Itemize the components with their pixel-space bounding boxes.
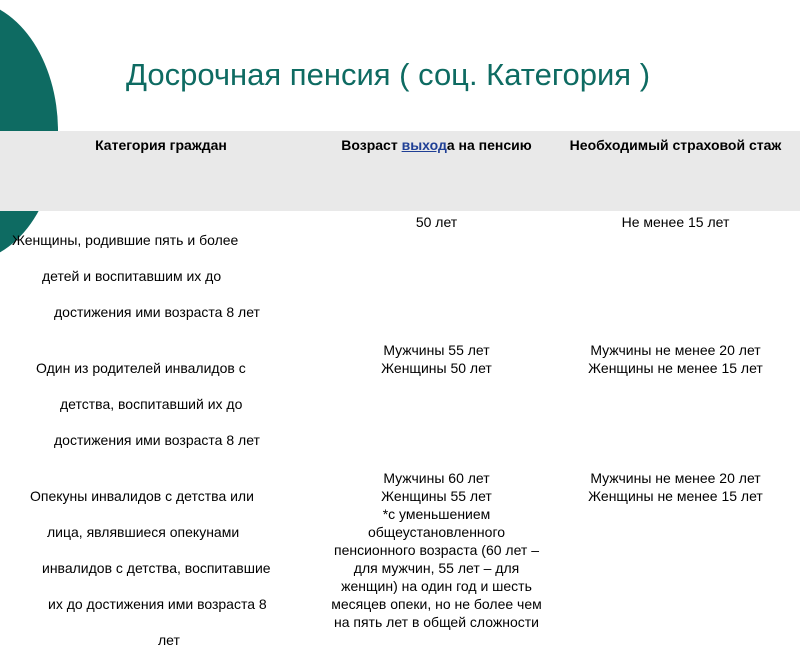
category-line: детей и воспитавшим их до (42, 268, 222, 284)
category-line: лет (158, 632, 180, 648)
table-row (0, 467, 800, 667)
column-header-retirement-age (322, 131, 551, 211)
page-title: Досрочная пенсия ( соц. Категория ) (126, 57, 651, 92)
pension-table (0, 131, 800, 667)
table-header-row (0, 131, 800, 211)
table-header (0, 131, 800, 211)
category-line: достижения ими возраста 8 лет (54, 432, 260, 448)
row-category (0, 467, 322, 667)
row-retirement-age: Мужчины 55 лет Женщины 50 лет (381, 342, 492, 376)
table-body (0, 211, 800, 667)
row-retirement-age: Мужчины 60 лет Женщины 55 лет *с уменьшением общеустановленного пенсионного возраста (60 лет – для мужчин, 55 лет – для женщин) на один год и шесть месяцев опеки, но не более чем на пять лет в общей сложности (331, 470, 542, 630)
category-line: Опекуны инвалидов с детства или (30, 488, 254, 504)
column-header-required-experience: Необходимый страховой стаж (551, 131, 800, 211)
table-row (0, 211, 800, 339)
row-retirement-age: 50 лет (415, 214, 458, 230)
category-line: инвалидов с детства, воспитавшие (42, 560, 271, 576)
column-header-age-suffix: а на пенсию (446, 137, 532, 153)
column-header-age-link[interactable]: выход (401, 137, 447, 153)
category-line: лица, являвшиеся опекунами (47, 524, 240, 540)
category-line: детства, воспитавший их до (60, 396, 243, 412)
row-required-experience: Мужчины не менее 20 лет Женщины не менее 15 лет (588, 470, 763, 504)
category-line: Женщины, родившие пять и более (12, 232, 239, 248)
row-category (0, 211, 322, 339)
row-category (0, 339, 322, 467)
category-line: Один из родителей инвалидов с (36, 360, 246, 376)
table-row (0, 339, 800, 467)
category-line: их до достижения ими возраста 8 (48, 596, 267, 612)
pension-table-container (0, 131, 800, 648)
row-required-experience: Мужчины не менее 20 лет Женщины не менее 15 лет (588, 342, 763, 376)
column-header-category: Категория граждан (0, 131, 322, 211)
column-header-age-prefix: Возраст (341, 137, 402, 153)
row-required-experience: Не менее 15 лет (621, 214, 730, 230)
category-line: достижения ими возраста 8 лет (54, 304, 260, 320)
